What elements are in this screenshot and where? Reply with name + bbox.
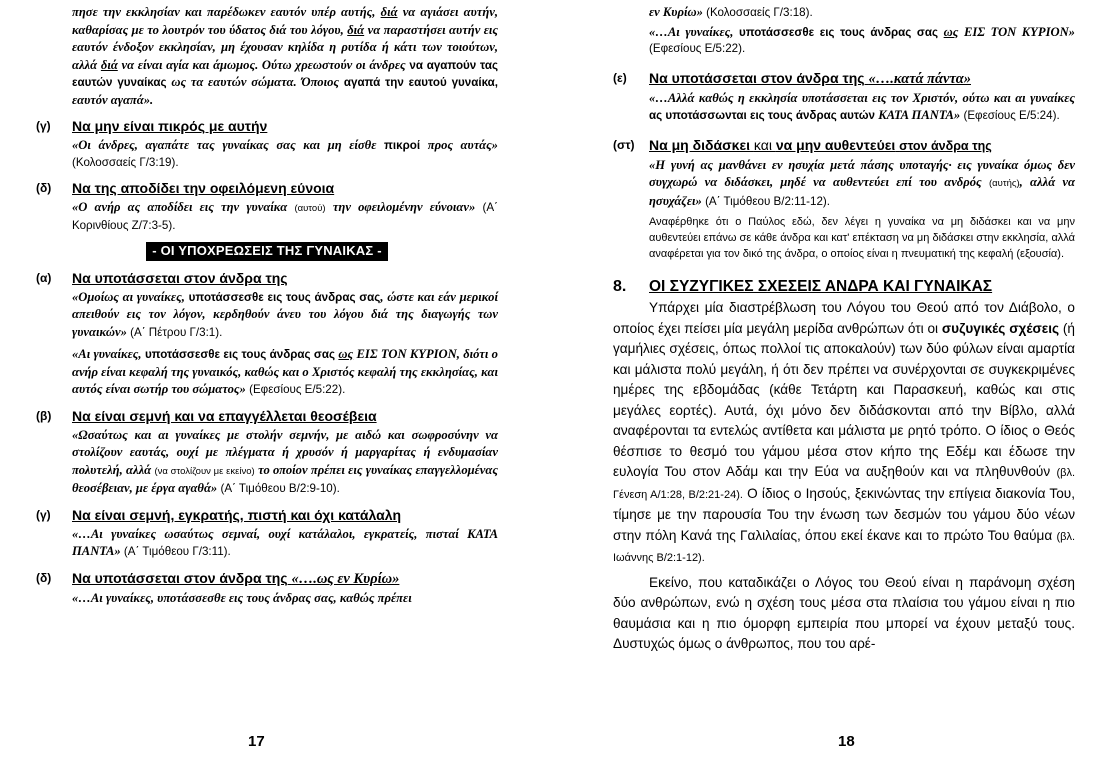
scripture-reference: (Εφεσίους Ε/5:24). — [963, 109, 1060, 122]
scripture-quote: «Η γυνή ας μανθάνει εν ησυχία μετά πάσης υποταγής· εις γυναίκα όμως δεν συγχωρώ να διδάσκει, μηδέ να αυθεντεύει επί του ανδρός (αυτής), αλλά να ησυχάζει» (Α΄ Τιμόθεου Β/2:11-12). — [649, 157, 1075, 208]
section-heading: Να είναι σεμνή, εγκρατής, πιστή και όχι κατάλαλη — [72, 506, 402, 523]
scripture-reference: (Α΄ Τιμόθεου Β/2:9-10). — [220, 482, 340, 495]
scripture-quote: «…Αι γυναίκες, υποτάσσεσθε εις τους άνδρας σας ως ΕΙΣ ΤΟΝ ΚΥΡΙΟΝ» (Εφεσίους Ε/5:22). — [649, 24, 1075, 55]
scripture-reference: (Κολοσσαείς Γ/3:19). — [72, 155, 179, 169]
body-paragraph: Υπάρχει μία διαστρέβλωση του Λόγου του Θεού από τον Διάβολο, ο οποίος έχει πείσει μία μεγάλη μερίδα ανθρώπων ότι οι συζυγικές σχέσεις (ή γαμήλιες σχέσεις, όπως πολλοί τις αποκαλούν) των δύο φύλων είναι αμαρτία και μάλιστα πολύ μεγάλη, ή ότι δεν πρέπει να συνέρχονται σε συγκεκριμένες ημέρες της εβδομάδας (κάθε Τετάρτη και Παρασκευή, καθώς και στις μεγάλες εορτές). Αυτά, όχι μόνο δεν διδάσκονται από την Βίβλο, αλλά αναφέρονται τα εντελώς αντίθετα και μάλιστα με ρητό τρόπο. Ο ίδιος ο Θεός θέσπισε το θεσμό του γάμου μέσα στον κήπο της Εδέμ και έδωσε την ευλογία Του στον Αδάμ και την Εύα να αυξηθούν και να πληθυνθούν (βλ. Γένεση Α/1:28, Β/2:21-24). Ο ίδιος ο Ιησούς, ξεκινώντας την επίγεια διακονία Του, τίμησε με την παρουσία Του την ένωση των δεσμών του γάμου δύο νέων στην πόλη Κανά της Γαλιλαίας, όπου εκεί έκανε και το πρώτο Του θαύμα (βλ. Ιωάννης Β/2:1-12). — [613, 300, 1076, 564]
scripture-quote: «Ωσαύτως και αι γυναίκες με στολήν σεμνήν, με αιδώ και σωφροσύνην να στολίζουν εαυτάς, ουχί με πλέγματα ή χρυσόν ή μαργαρίτας ή ενδυμασίαν πολυτελή, αλλά (να στολίζουν με εκείνο) το οποίον πρέπει εις γυναίκας επαγγελλομένας θεοσέβειαν, με έργα αγαθά» (Α΄ Τιμόθεου Β/2:9-10). — [72, 427, 498, 495]
section-label: (δ) — [36, 181, 52, 195]
scripture-quote: «Ο ανήρ ας αποδίδει εις την γυναίκα (αυτού) την οφειλομένην εύνοιαν» (Α΄ Κορινθίους Ζ/7:3-5). — [72, 200, 499, 232]
wife-duties-banner: - ΟΙ ΥΠΟΧΡΕΩΣΕΙΣ ΤΗΣ ΓΥΝΑΙΚΑΣ - — [146, 242, 387, 261]
scripture-reference: (Α΄ Κορινθίους Ζ/7:3-5). — [72, 201, 499, 232]
section-modest-godly — [36, 406, 498, 498]
scripture-reference: (Εφεσίους Ε/5:22). — [249, 383, 346, 396]
commentary-note: Αναφέρθηκε ότι ο Παύλος εδώ, δεν λέγει η γυναίκα να μη διδάσκει και να μην αυθεντεύει επάνω σε κάθε άνδρα και κατ' επέκταση να μη διδάσκει στην εκκλησία, αλλά αναφέρεται για τον δικό της άνδρα, ο οποίος είναι η πνευματική της κεφαλή (εξουσία). — [649, 216, 1075, 260]
scripture-quote: «…Αι γυναίκες ωσαύτως σεμναί, ουχί κατάλαλοι, εγκρατείς, πισταί ΚΑΤΑ ΠΑΝΤΑ» (Α΄ Τιμόθεου Γ/3:11). — [72, 526, 498, 558]
wife-duties-banner-wrap — [36, 242, 498, 261]
section-submit-in-lord — [36, 568, 498, 608]
section-heading: Να μη διδάσκει και να μην αυθεντεύει στον άνδρα της — [649, 136, 992, 153]
scripture-quote: «Οι άνδρες, αγαπάτε τας γυναίκας σας και μη είσθε πικροί προς αυτάς» (Κολοσσαείς Γ/3:19). — [72, 138, 498, 169]
section-grave-temperate — [36, 505, 498, 561]
section-heading: Να είναι σεμνή και να επαγγέλλεται θεοσέβεια — [72, 407, 377, 424]
scripture-quote: «Ομοίως αι γυναίκες, υποτάσσεσθε εις τους άνδρας σας, ώστε και εάν μερικοί απειθούν εις τον λόγον, κερδηθούν άνευ του λόγου διά της διαγωγής των γυναικών» (Α΄ Πέτρου Γ/3:1). — [72, 289, 498, 339]
page-number: 17 — [248, 733, 265, 750]
section-label: (ε) — [613, 70, 627, 85]
section-heading: Να υποτάσσεται στον άνδρα της — [72, 269, 288, 286]
section-heading: Να μην είναι πικρός με αυτήν — [72, 118, 268, 134]
scripture-quote: «Αι γυναίκες, υποτάσσεσθε εις τους άνδρας σας ως ΕΙΣ ΤΟΝ ΚΥΡΙΟΝ, διότι ο ανήρ είναι κεφαλή της γυναικός, καθώς και ο Χριστός κεφαλή της εκκλησίας, και αυτός είναι σωτήρ του σώματος» (Εφεσίους Ε/5:22). — [72, 347, 498, 396]
chapter-heading — [613, 276, 1075, 298]
section-label: (γ) — [36, 119, 51, 133]
section-label: (α) — [36, 270, 52, 285]
scripture-reference: (Α΄ Τιμόθεου Β/2:11-12). — [705, 194, 831, 208]
section-submit — [36, 268, 498, 399]
section-heading: Να υποτάσσεται στον άνδρα της «….ως εν Κυρίω» — [72, 569, 400, 587]
right-page — [613, 0, 1075, 655]
left-page — [36, 0, 498, 607]
scripture-reference: (Εφεσίους Ε/5:22). — [649, 42, 746, 55]
section-submit-in-all — [613, 68, 1075, 125]
section-label: (δ) — [36, 570, 52, 585]
section-heading: Να της αποδίδει την οφειλόμενη εύνοια — [72, 180, 335, 196]
chapter-number: 8. — [613, 278, 627, 295]
chapter-body — [613, 298, 1075, 655]
scripture-reference: (Α΄ Τιμόθεου Γ/3:11). — [123, 545, 231, 558]
section-not-teach — [613, 135, 1075, 263]
section-label: (β) — [36, 408, 52, 423]
scripture-reference: (Κολοσσαείς Γ/3:18). — [706, 6, 813, 19]
continuation-quote: εν Κυρίω» (Κολοσσαείς Γ/3:18). — [649, 5, 813, 19]
page-number: 18 — [838, 733, 855, 750]
section-due-benevolence — [36, 178, 498, 234]
scripture-quote: «…Αλλά καθώς η εκκλησία υποτάσσεται εις τον Χριστόν, ούτω και αι γυναίκες ας υποτάσσωνται εις τους άνδρας αυτών ΚΑΤΑ ΠΑΝΤΑ» (Εφεσίους Ε/5:24). — [649, 90, 1075, 122]
section-not-bitter — [36, 116, 498, 171]
continuation-paragraph: πησε την εκκλησίαν και παρέδωκεν εαυτόν υπέρ αυτής, διά να αγιάσει αυτήν, καθαρίσας με το λουτρόν του ύδατος διά του λόγου, διά να παραστήσει αυτήν εις εαυτόν ένδοξον εκκλησίαν, μη έχουσαν κηλίδα η ρυτίδα ή κάτι των τοιούτων, αλλά διά να είναι αγία και άμωμος. Ούτω χρεωστούν οι άνδρες να αγαπούν τας εαυτών γυναίκας ως τα εαυτών σώματα. Όποιος αγαπά την εαυτού γυναίκα, εαυτόν αγαπά». — [72, 5, 498, 107]
section-heading: Να υποτάσσεται στον άνδρα της «….κατά πάντα» — [649, 69, 971, 87]
body-paragraph: Εκείνο, που καταδικάζει ο Λόγος του Θεού είναι η παράνομη σχέση δύο ανθρώπων, ενώ η σχέση τους μέσα στα πλαίσια του γάμου είναι η πιο θαυμάσια και η πιο όμορφη εμπειρία που μπορεί να έχουν μεταξύ τους. Δυστυχώς όμως ο άνθρωπος, που του αρέ- — [613, 574, 1075, 651]
section-label: (γ) — [36, 507, 51, 522]
chapter-title: ΟΙ ΣΥΖΥΓΙΚΕΣ ΣΧΕΣΕΙΣ ΑΝΔΡΑ ΚΑΙ ΓΥΝΑΙΚΑΣ — [649, 278, 993, 295]
scripture-reference: (Α΄ Πέτρου Γ/3:1). — [130, 325, 223, 339]
scripture-quote: «…Αι γυναίκες, υποτάσσεσθε εις τους άνδρας σας, καθώς πρέπει — [72, 590, 412, 605]
section-label: (στ) — [613, 137, 635, 152]
